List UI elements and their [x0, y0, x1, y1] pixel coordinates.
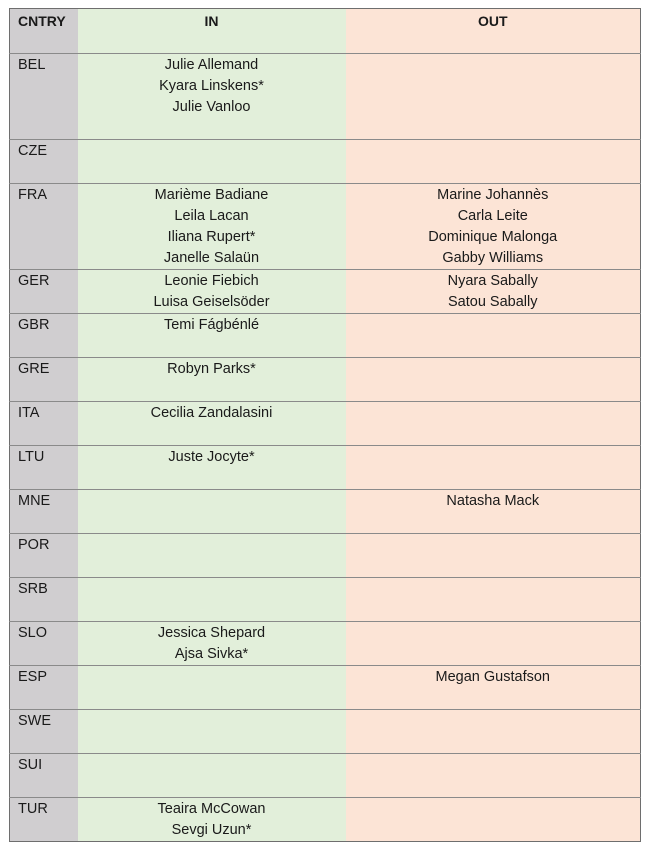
table-row: [10, 358, 641, 402]
country-cell: FRA: [10, 184, 78, 270]
out-cell: [346, 184, 641, 270]
player-name: Natasha Mack: [446, 493, 540, 509]
table-header: [10, 9, 641, 54]
table-row: [10, 798, 641, 842]
in-cell: [78, 490, 346, 534]
country-cell: CZE: [10, 140, 78, 184]
out-cell: [346, 710, 641, 754]
player-name: Luisa Geiselsöder: [153, 294, 270, 310]
country-cell: MNE: [10, 490, 78, 534]
country-cell: GRE: [10, 358, 78, 402]
player-name: Leonie Fiebich: [164, 273, 259, 289]
in-cell: [78, 710, 346, 754]
player-name: Dominique Malonga: [428, 229, 558, 245]
table-row: [10, 666, 641, 710]
table-row: [10, 710, 641, 754]
in-cell: [78, 798, 346, 842]
in-cell: [78, 754, 346, 798]
country-cell: GBR: [10, 314, 78, 358]
table-row: [10, 314, 641, 358]
player-name: Jessica Shepard: [157, 625, 266, 641]
in-cell: [78, 622, 346, 666]
player-name: Satou Sabally: [448, 294, 538, 310]
in-cell: [78, 402, 346, 446]
table-row: [10, 534, 641, 578]
country-cell: SLO: [10, 622, 78, 666]
in-cell: [78, 534, 346, 578]
table-row: [10, 490, 641, 534]
player-name: Janelle Salaün: [163, 250, 260, 266]
player-name: Kyara Linskens*: [159, 78, 264, 94]
out-cell: [346, 534, 641, 578]
in-cell: [78, 358, 346, 402]
player-name: Julie Vanloo: [172, 99, 251, 115]
player-name: Carla Leite: [457, 208, 528, 224]
in-cell: [78, 446, 346, 490]
player-name: Julie Allemand: [164, 57, 259, 73]
table-row: [10, 402, 641, 446]
player-name: Iliana Rupert*: [167, 229, 256, 245]
in-cell: [78, 54, 346, 140]
player-name: Teaira McCowan: [157, 801, 266, 817]
player-name: Leila Lacan: [174, 208, 249, 224]
player-name: Temi Fágbénlé: [163, 317, 260, 333]
roster-table: [9, 8, 641, 842]
out-cell: [346, 402, 641, 446]
out-cell: [346, 54, 641, 140]
country-cell: SUI: [10, 754, 78, 798]
out-cell: [346, 754, 641, 798]
in-cell: [78, 270, 346, 314]
in-cell: [78, 140, 346, 184]
table-row: [10, 754, 641, 798]
out-cell: [346, 490, 641, 534]
country-cell: LTU: [10, 446, 78, 490]
country-cell: ITA: [10, 402, 78, 446]
out-cell: [346, 578, 641, 622]
out-cell: [346, 140, 641, 184]
out-cell: [346, 358, 641, 402]
player-name: Marine Johannès: [437, 187, 549, 203]
table-row: [10, 578, 641, 622]
out-cell: [346, 666, 641, 710]
country-cell: SRB: [10, 578, 78, 622]
table-row: [10, 446, 641, 490]
table-body: [10, 54, 641, 842]
header-in: IN: [78, 9, 346, 54]
country-cell: BEL: [10, 54, 78, 140]
country-cell: TUR: [10, 798, 78, 842]
in-cell: [78, 666, 346, 710]
out-cell: [346, 314, 641, 358]
player-name: Robyn Parks*: [167, 361, 256, 377]
header-out: OUT: [346, 9, 641, 54]
country-cell: ESP: [10, 666, 78, 710]
player-name: Juste Jocyte*: [168, 449, 255, 465]
out-cell: [346, 446, 641, 490]
table-row: [10, 184, 641, 270]
player-name: Marième Badiane: [154, 187, 269, 203]
header-row: [10, 9, 641, 54]
table-row: [10, 622, 641, 666]
out-cell: [346, 622, 641, 666]
player-name: Gabby Williams: [442, 250, 544, 266]
out-cell: [346, 270, 641, 314]
player-name: Sevgi Uzun*: [171, 822, 252, 838]
in-cell: [78, 314, 346, 358]
player-name: Cecilia Zandalasini: [150, 405, 273, 421]
table-row: [10, 270, 641, 314]
out-cell: [346, 798, 641, 842]
player-name: Megan Gustafson: [435, 669, 550, 685]
in-cell: [78, 184, 346, 270]
table-row: [10, 140, 641, 184]
country-cell: SWE: [10, 710, 78, 754]
table-row: [10, 54, 641, 140]
player-name: Ajsa Sivka*: [174, 646, 249, 662]
in-cell: [78, 578, 346, 622]
country-cell: GER: [10, 270, 78, 314]
header-country: CNTRY: [10, 9, 78, 54]
player-name: Nyara Sabally: [447, 273, 538, 289]
country-cell: POR: [10, 534, 78, 578]
